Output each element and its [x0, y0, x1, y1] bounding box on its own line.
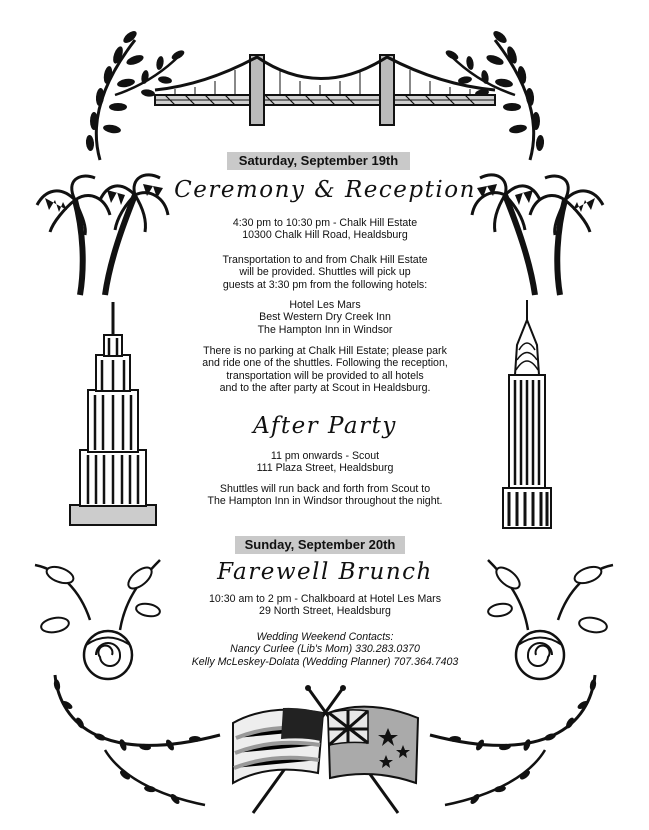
shuttle-paragraph [150, 483, 500, 508]
brunch-time: 10:30 am to 2 pm - Chalkboard at Hotel Les Mars [209, 593, 441, 605]
empire-state-building-icon [68, 300, 158, 528]
transport-paragraph [150, 254, 500, 291]
text-line: will be provided. Shuttles will pick up [239, 266, 411, 279]
sunday-date-bar: Sunday, September 20th [235, 536, 405, 554]
bridge-icon [155, 45, 495, 125]
vine-icon [45, 665, 225, 815]
nz-flag-icon [328, 707, 418, 783]
ceremony-reception-heading: Ceremony & Reception [174, 177, 476, 203]
contacts-heading: Wedding Weekend Contacts: [256, 631, 394, 643]
hotel-item: The Hampton Inn in Windsor [257, 323, 393, 336]
brunch-details [150, 593, 500, 618]
text-line: guests at 3:30 pm from the following hotels: [222, 278, 428, 291]
text-line: Shuttles will run back and forth from Scout to [219, 483, 431, 495]
ceremony-time: 4:30 pm to 10:30 pm - Chalk Hill Estate [232, 217, 418, 229]
parking-paragraph [150, 345, 500, 395]
chrysler-building-icon [495, 300, 560, 530]
hotel-item: Hotel Les Mars [289, 299, 361, 311]
brunch-address: 29 North Street, Healdsburg [259, 605, 391, 618]
text-line: transportation will be provided to all hotels [226, 369, 424, 382]
after-party-heading: After Party [253, 413, 397, 439]
crossed-flags [228, 683, 423, 818]
text-line: and ride one of the shuttles. Following the reception, [202, 357, 448, 370]
text-line: and to the after party at Scout in Healdsburg. [219, 382, 431, 395]
saturday-date-bar: Saturday, September 19th [227, 152, 410, 170]
text-line: The Hampton Inn in Windsor throughout the night. [207, 495, 443, 508]
ceremony-details [150, 217, 500, 242]
contacts-block [140, 631, 510, 668]
contact-line: Kelly McLeskey-Dolata (Wedding Planner) 707.364.7403 [191, 655, 459, 668]
us-flag-icon [233, 708, 323, 783]
text-line: Transportation to and from Chalk Hill Estate [222, 254, 428, 266]
after-party-address: 111 Plaza Street, Healdsburg [256, 462, 394, 475]
hotel-item: Best Western Dry Creek Inn [259, 311, 391, 324]
ceremony-address: 10300 Chalk Hill Road, Healdsburg [242, 229, 408, 242]
farewell-brunch-heading: Farewell Brunch [217, 559, 433, 585]
after-party-time: 11 pm onwards - Scout [270, 450, 380, 462]
vine-icon [425, 665, 605, 815]
text-line: There is no parking at Chalk Hill Estate; please park [203, 345, 447, 357]
hotel-list [150, 299, 500, 336]
contact-line: Nancy Curlee (Lib's Mom) 330.283.0370 [230, 643, 420, 656]
after-party-details [150, 450, 500, 475]
